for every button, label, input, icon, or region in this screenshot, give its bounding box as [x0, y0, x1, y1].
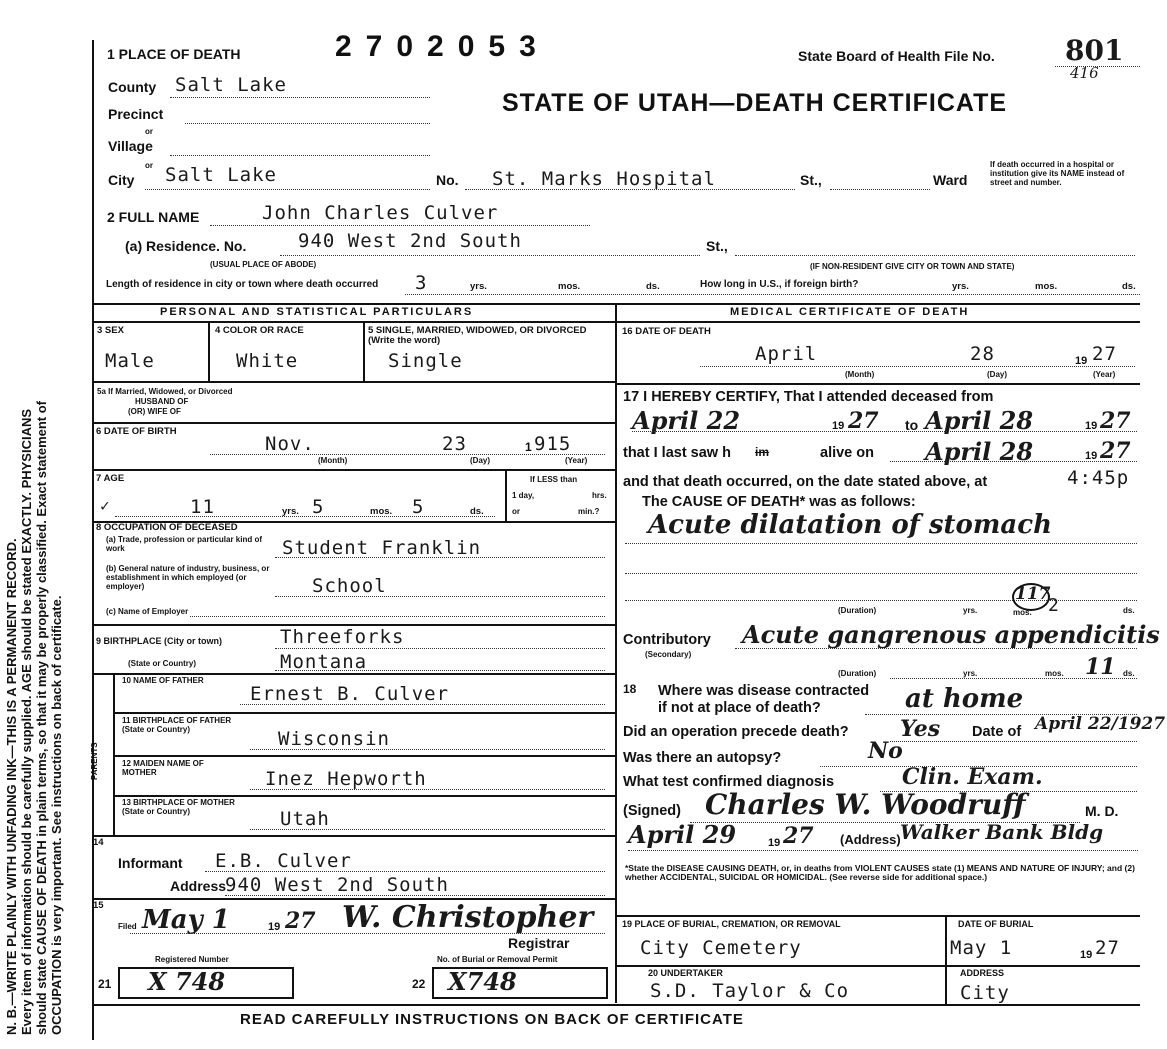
left-border [92, 40, 94, 1040]
permit-label: No. of Burial or Removal Permit [437, 955, 558, 964]
duration-circled: 117 [1015, 584, 1051, 604]
attended-from: April 22 [632, 406, 741, 435]
full-name-value: John Charles Culver [262, 202, 499, 224]
residence-value: 940 West 2nd South [298, 230, 522, 252]
min-text: min.? [578, 507, 600, 516]
file-number: 801 [1065, 34, 1124, 67]
side-line-2: Every item of information should be carefully supplied. AGE should be stated EXACTLY. PHYSICIANS [19, 408, 34, 1035]
mos-text: mos. [558, 281, 581, 292]
registered-number-value: X 748 [148, 967, 226, 996]
county-label: County [108, 79, 157, 95]
attended-from-year: 27 [848, 408, 879, 434]
day-caption: (Day) [470, 456, 491, 465]
registered-number-label: Registered Number [155, 955, 229, 964]
usual-place-note: (USUAL PLACE OF ABODE) [210, 260, 317, 269]
birthplace-city: Threeforks [280, 626, 405, 648]
secondary-label: (Secondary) [645, 650, 692, 659]
city-label: City [108, 172, 135, 188]
father-birthplace-label: 11 BIRTHPLACE OF FATHER (State or Country) [122, 716, 232, 734]
color-label: 4 COLOR OR RACE [215, 325, 304, 336]
registered-number-box-num: 21 [98, 977, 112, 991]
certificate-number: 2702053 [335, 30, 550, 63]
duration-months: 2 [1048, 595, 1060, 616]
color-value: White [236, 350, 299, 372]
certify-text: 17 I HEREBY CERTIFY, That I attended deceased from [623, 389, 994, 405]
side-instructions [4, 5, 64, 1035]
mos-text: mos. [370, 506, 393, 517]
burial-year: 27 [1095, 937, 1120, 959]
us-residence-label: How long in U.S., if foreign birth? [700, 279, 859, 290]
or-text: or [145, 161, 153, 170]
cause-header: The CAUSE OF DEATH* was as follows: [642, 494, 916, 510]
burial-date: May 1 [950, 937, 1013, 959]
year-prefix: 19 [1085, 450, 1098, 462]
month-caption: (Month) [845, 370, 875, 379]
test-label: What test confirmed diagnosis [623, 774, 835, 790]
nonresident-note: (IF NON-RESIDENT GIVE CITY OR TOWN AND STATE) [810, 262, 1015, 271]
contracted-label: Where was disease contracted [658, 683, 870, 699]
dob-month: Nov. [265, 433, 315, 455]
side-line-1: N. B.—WRITE PLAINLY WITH UNFADING INK—THIS IS A PERMANENT RECORD. [4, 538, 19, 1035]
signed-address: Walker Bank Bldg [900, 820, 1104, 844]
ward-note: If death occurred in a hospital or institution give its NAME instead of street and number. [990, 160, 1125, 187]
length-residence-label: Length of residence in city or town where death occurred [106, 279, 379, 290]
year-prefix: 19 [1080, 949, 1093, 961]
alive-on-label: alive on [820, 445, 874, 461]
filed-year: 27 [285, 908, 316, 934]
father-birthplace-value: Wisconsin [278, 728, 390, 750]
date-of-death-label: 16 DATE OF DEATH [622, 326, 711, 337]
attended-to: April 28 [925, 406, 1034, 435]
or-text: or [145, 127, 153, 136]
death-year-prefix: 19 [1075, 355, 1088, 367]
yrs-text: yrs. [952, 281, 969, 292]
autopsy-value: No [868, 738, 903, 764]
personal-section-title: PERSONAL AND STATISTICAL PARTICULARS [160, 306, 474, 318]
husband-label-b: HUSBAND OF [135, 397, 189, 406]
to-label: to [905, 417, 919, 433]
permit-box-num: 22 [412, 977, 426, 991]
ds-text: ds. [1123, 606, 1135, 615]
mother-value: Inez Hepworth [265, 768, 427, 790]
ds-text: ds. [1123, 669, 1135, 678]
last-saw-year: 27 [1100, 438, 1131, 464]
certificate-title: STATE OF UTAH—DEATH CERTIFICATE [502, 89, 1008, 117]
age-months: 5 [312, 496, 325, 518]
ds-text: ds. [646, 281, 660, 292]
medical-section-title: MEDICAL CERTIFICATE OF DEATH [730, 306, 970, 318]
last-saw-text: that I last saw h [623, 445, 731, 461]
mos-text: mos. [1035, 281, 1058, 292]
death-occurred-text: and that death occurred, on the date stated above, at [623, 474, 988, 490]
cause-of-death: Acute dilatation of stomach [648, 510, 1052, 540]
sex-value: Male [105, 350, 155, 372]
mother-birthplace-label: 13 BIRTHPLACE OF MOTHER (State or Country) [122, 798, 235, 816]
mos-text: mos. [1045, 669, 1064, 678]
filed-date: May 1 [142, 905, 230, 935]
burial-place: City Cemetery [640, 937, 802, 959]
filed-year-prefix: 19 [268, 921, 281, 933]
operation-date-label: Date of [972, 724, 1022, 740]
undertaker-address: City [960, 982, 1010, 1004]
year-prefix: 19 [1085, 420, 1098, 432]
death-day: 28 [970, 343, 995, 365]
informant-label: Informant [118, 855, 183, 871]
marital-label: 5 SINGLE, MARRIED, WIDOWED, OR DIVORCED (Write the word) [368, 325, 587, 346]
operation-date: April 22/1927 [1035, 714, 1166, 734]
yrs-text: yrs. [963, 606, 978, 615]
file-number-sub: 416 [1070, 64, 1099, 82]
md-label: M. D. [1085, 803, 1119, 819]
duration2-days: 11 [1085, 654, 1116, 680]
yrs-text: yrs. [282, 506, 299, 517]
marital-value: Single [388, 350, 463, 372]
occupation-a-label: (a) Trade, profession or particular kind of work [106, 535, 263, 553]
undertaker-label: 20 UNDERTAKER [648, 968, 723, 978]
one-day-text: 1 day, [512, 491, 535, 500]
operation-value: Yes [900, 716, 941, 742]
contributory-cause: Acute gangrenous appendicitis [742, 620, 1160, 649]
informant-address-label: Address [170, 878, 227, 894]
physician-signature: Charles W. Woodruff [705, 788, 1026, 821]
hospital-value: St. Marks Hospital [492, 168, 716, 190]
death-month: April [755, 343, 818, 365]
permit-value: X748 [448, 967, 517, 996]
duration2-label: (Duration) [838, 669, 877, 678]
side-line-4: OCCUPATION is very important. See instructions on back of certificate. [49, 595, 64, 1035]
signed-label: (Signed) [623, 803, 681, 819]
occupation-b-label: (b) General nature of industry, business, or establishment in which employed (or employer) [106, 564, 270, 591]
test-value: Clin. Exam. [902, 764, 1043, 790]
state-disease-note: *State the DISEASE CAUSING DEATH, or, in deaths from VIOLENT CAUSES state (1) MEANS AND NATURE OF INJURY; and (2) whether ACCIDENTAL, SUICIDAL OR HOMICIDAL. (See reverse side for additional space.) [625, 863, 1135, 882]
dob-label: 6 DATE OF BIRTH [96, 426, 177, 437]
dob-year-prefix: 1 [525, 440, 532, 454]
mother-label: 12 MAIDEN NAME OF MOTHER [122, 759, 204, 777]
year-prefix: 19 [768, 837, 781, 849]
age-days: 5 [412, 496, 425, 518]
side-line-3: should state CAUSE OF DEATH in plain terms, so that it may be properly classified. Exact statement of [34, 400, 49, 1035]
day-caption: (Day) [987, 370, 1008, 379]
occupation-b-value: School [312, 575, 387, 597]
month-caption: (Month) [318, 456, 348, 465]
center-divider [615, 303, 617, 1003]
death-time: 4:45p [1067, 467, 1130, 489]
husband-label-c: (OR) WIFE OF [128, 407, 181, 416]
burial-date-label: DATE OF BURIAL [958, 919, 1034, 929]
birthplace-label: 9 BIRTHPLACE (City or town) [96, 636, 222, 646]
contracted-label-2: if not at place of death? [658, 700, 821, 716]
informant-number: 14 [93, 837, 104, 848]
no-label: No. [436, 172, 459, 188]
operation-label: Did an operation precede death? [623, 724, 849, 740]
mos-text: mos. [1013, 608, 1032, 617]
place-of-death-label: 1 PLACE OF DEATH [107, 46, 241, 62]
informant-address-value: 940 West 2nd South [225, 874, 449, 896]
registrar-label: Registrar [508, 935, 570, 951]
duration-label: (Duration) [838, 606, 877, 615]
ds-text: ds. [1122, 281, 1136, 292]
footer-instructions: READ CAREFULLY INSTRUCTIONS ON BACK OF CERTIFICATE [240, 1011, 744, 1028]
age-years: 11 [190, 496, 215, 518]
year-caption: (Year) [565, 456, 588, 465]
undertaker-value: S.D. Taylor & Co [650, 980, 850, 1002]
registrar-signature: W. Christopher [342, 900, 594, 935]
yrs-text: yrs. [470, 281, 487, 292]
filed-number: 15 [93, 900, 104, 911]
dob-year: 915 [534, 433, 572, 455]
full-name-label: 2 FULL NAME [107, 209, 200, 225]
dob-day: 23 [442, 433, 467, 455]
mother-birthplace-value: Utah [280, 808, 330, 830]
informant-value: E.B. Culver [215, 850, 352, 872]
ds-text: ds. [470, 506, 484, 517]
sex-label: 3 SEX [97, 325, 124, 336]
birthplace-state: Montana [280, 651, 368, 673]
father-label: 10 NAME OF FATHER [122, 676, 204, 685]
parents-label: PARENTS [90, 742, 99, 780]
ward-label: Ward [933, 172, 968, 188]
last-saw-him: im [755, 445, 770, 459]
city-value: Salt Lake [165, 164, 277, 186]
contributory-label: Contributory [623, 632, 711, 648]
signed-year: 27 [783, 823, 814, 849]
contracted-value: at home [905, 684, 1024, 714]
if-less-label: If LESS than [530, 475, 578, 484]
burial-label: 19 PLACE OF BURIAL, CREMATION, OR REMOVAL [622, 919, 841, 929]
death-year: 27 [1092, 343, 1117, 365]
last-saw-date: April 28 [925, 437, 1034, 466]
attended-to-year: 27 [1100, 408, 1131, 434]
year-prefix: 19 [832, 420, 845, 432]
husband-label-a: 5a If Married, Widowed, or Divorced [97, 387, 233, 396]
autopsy-label: Was there an autopsy? [623, 750, 782, 766]
employer-label: (c) Name of Employer [106, 607, 189, 616]
or-text: or [512, 507, 520, 516]
residence-st-label: St., [706, 238, 728, 254]
filed-label: Filed [118, 922, 137, 931]
occupation-a-value: Student Franklin [282, 537, 482, 559]
signed-date: April 29 [628, 820, 737, 849]
age-check: ✓ [100, 496, 111, 515]
residence-label: (a) Residence. No. [125, 238, 247, 254]
contracted-number: 18 [623, 682, 637, 696]
village-label: Village [108, 138, 153, 154]
birthplace-state-label: (State or Country) [128, 659, 196, 668]
hrs-text: hrs. [592, 491, 607, 500]
yrs-text: yrs. [963, 669, 978, 678]
length-years-value: 3 [415, 272, 428, 294]
year-caption: (Year) [1093, 370, 1116, 379]
occupation-label: 8 OCCUPATION OF DECEASED [96, 522, 238, 533]
precinct-label: Precinct [108, 106, 164, 122]
st-label: St., [800, 172, 822, 188]
county-value: Salt Lake [175, 74, 287, 96]
father-value: Ernest B. Culver [250, 683, 450, 705]
age-label: 7 AGE [96, 473, 125, 484]
signed-address-label: (Address) [840, 832, 901, 847]
undertaker-address-label: ADDRESS [960, 968, 1005, 978]
file-no-label: State Board of Health File No. [798, 48, 995, 64]
